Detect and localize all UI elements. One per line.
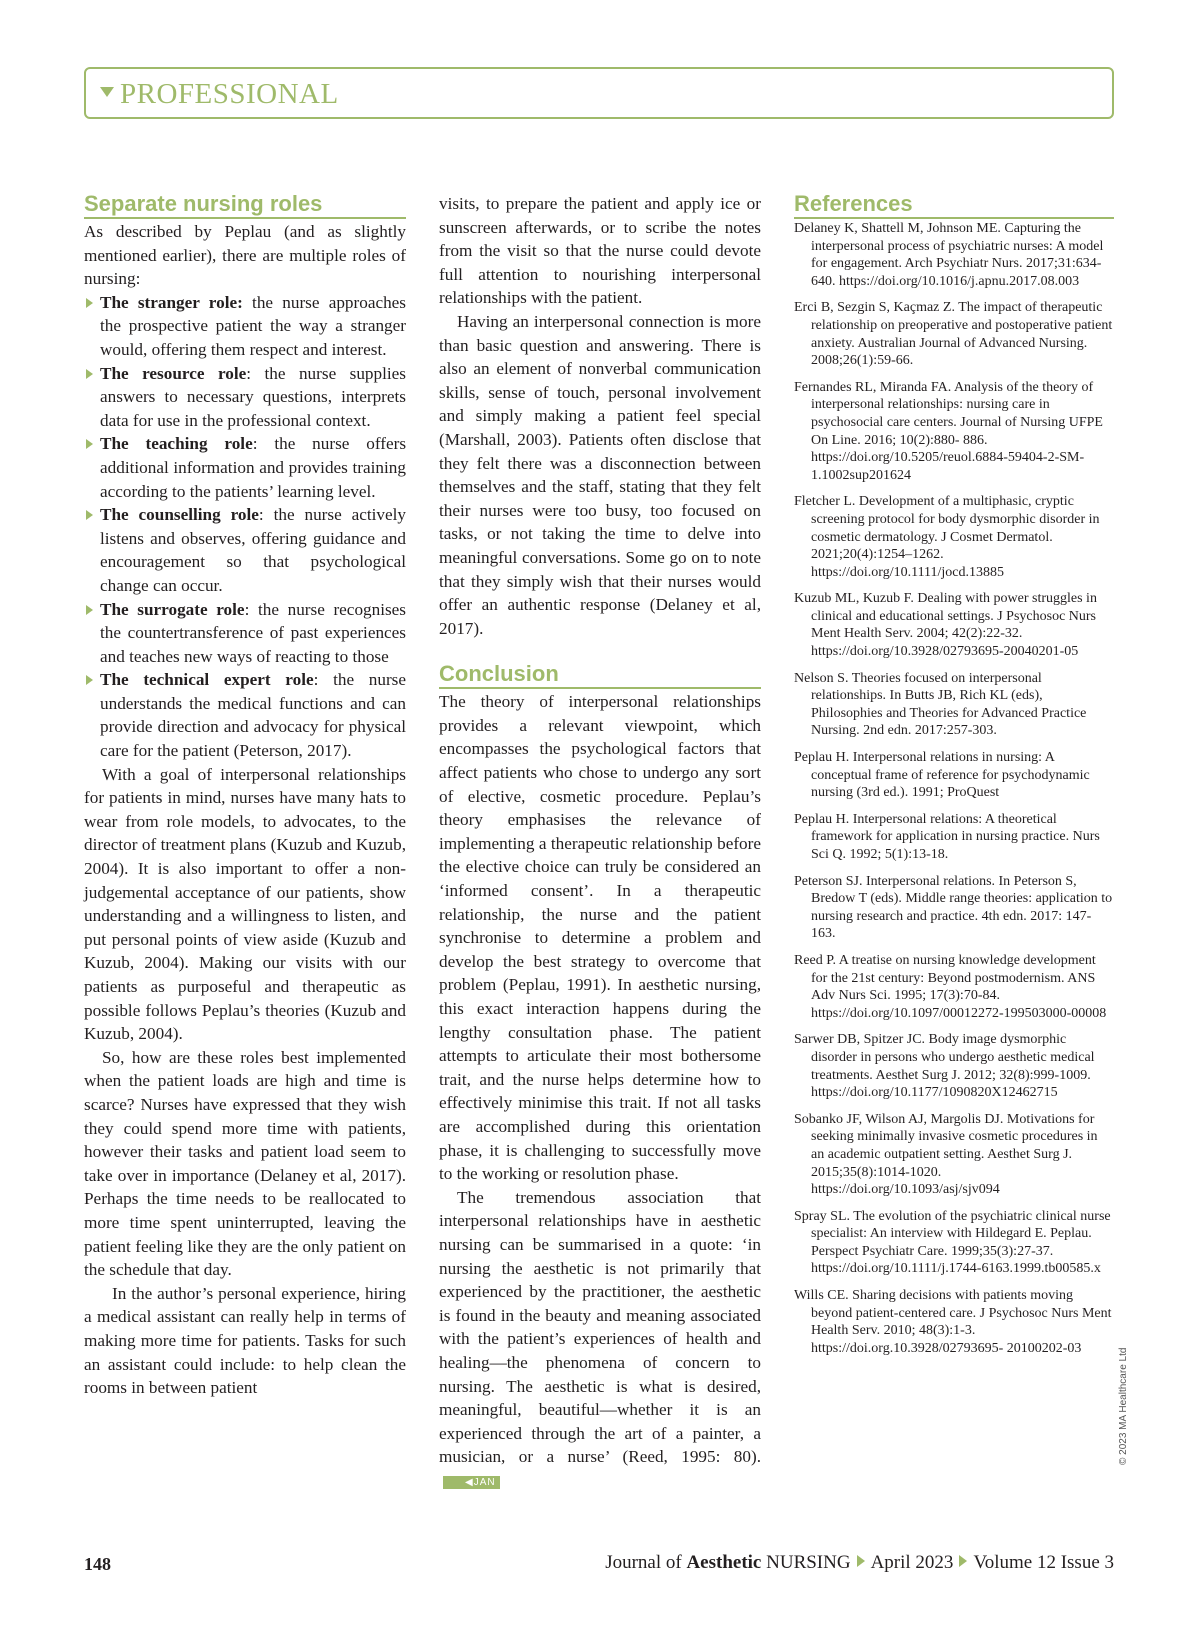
column-2 [439, 192, 761, 1492]
intro-paragraph: As described by Peplau (and as slightly mentioned earlier), there are multiple roles of nursing: [84, 222, 406, 289]
heading-references: References [794, 192, 1114, 219]
role-name: The counselling role [100, 505, 259, 525]
role-name: The teaching role [100, 434, 253, 454]
journal-prefix: Journal of [605, 1552, 687, 1573]
page-number: 148 [84, 1554, 111, 1574]
reference-item: Spray SL. The evolution of the psychiatric clinical nurse specialist: An interview with Hildegard E. Peplau. Perspect Psychiatr Care. 1999;35(3):27-37. https://doi.org/10.1111/j.1744-6163.1999.tb00585.x [794, 1208, 1111, 1277]
role-name: The resource role [100, 363, 247, 383]
section-label: PROFESSIONAL [120, 78, 339, 110]
paragraph-theory: The theory of interpersonal relationships provides a relevant viewpoint, which encompasses the psychological factors that affect patients who chose to undergo any sort of elective, cosmetic procedure. Peplau’s theory emphasises the relevance of implementing a therapeutic relationship before the elective choice can truly be considered an ‘informed consent’. In a therapeutic relationship, the nurse and the patient synchronise to determine a problem and develop the best strategy to overcome that problem (Peplau, 1991). In aesthetic nursing, this exact interaction happens during the lengthy consultation phase. The patient attempts to articulate their most bothersome trait, and the nurse helps determine how to effectively minimise this trait. If not all tasks are accomplished during this orientation phase, it is challenging to successfully move to the working or resolution phase. [439, 692, 761, 1184]
list-item [84, 503, 406, 597]
reference-item: Peterson SJ. Interpersonal relations. In Peterson S, Bredow T (eds). Middle range theories: application to nursing research and practice. 4th edn. 2017: 147-163. [794, 873, 1113, 942]
column-1 [84, 192, 406, 1400]
column-3 [794, 192, 1114, 1366]
issue-date: April 2023 [870, 1552, 954, 1573]
role-text: the nurse approaches the prospective patient the way a stranger would, offering them respect and interest. [100, 292, 406, 359]
triangle-bullet-icon [86, 675, 93, 685]
heading-separate-nursing-roles: Separate nursing roles [84, 192, 406, 219]
role-text: : the nurse actively listens and observes, offering guidance and encouragement so that psychological change can occur. [100, 505, 406, 595]
reference-item: Nelson S. Theories focused on interpersonal relationships. In Butts JB, Rich KL (eds), Philosophies and Theories for Advanced Practice Nursing. 2nd edn. 2017:257-303. [794, 670, 1087, 739]
role-name: The technical expert role [100, 670, 314, 690]
reference-item: Fletcher L. Development of a multiphasic, cryptic screening protocol for body dysmorphic disorder in cosmetic dermatology. J Cosmet Dermatol. 2021;20(4):1254–1262. https://doi.org/10.1111/jocd.13885 [794, 494, 1100, 580]
volume-issue: Volume 12 Issue 3 [973, 1552, 1114, 1573]
reference-item: Sobanko JF, Wilson AJ, Margolis DJ. Motivations for seeking minimally invasive cosmetic procedures in an academic outpatient setting. Aesthet Surg J. 2015;35(8):1014-1020. https://doi.org/10.1093/asj/sjv094 [794, 1111, 1098, 1198]
list-item [84, 362, 406, 433]
triangle-right-icon [959, 1555, 967, 1567]
end-of-article-mark: ◀JAN [443, 1476, 500, 1489]
paragraph-quote [439, 1186, 761, 1493]
paragraph-hats: With a goal of interpersonal relationships for patients in mind, nurses have many hats to wear from role models, to advocates, to the director of treatment plans (Kuzub and Kuzub, 2004). It is also important to offer a non-judgemental acceptance of our patients, show understanding and a willingness to listen, and put personal points of view aside (Kuzub and Kuzub, 2004). Making our visits with our patients as purposeful and therapeutic as possible follows Peplau’s theories (Kuzub and Kuzub, 2004). [84, 764, 406, 1044]
reference-item: Wills CE. Sharing decisions with patients moving beyond patient-centered care. J Psychosoc Nurs Ment Health Serv. 2010; 48(3):1-3. https://doi.org.10.3928/02793695- 20100202-03 [794, 1288, 1112, 1356]
reference-item: Peplau H. Interpersonal relations: A theoretical framework for application in nursing practice. Nurs Sci Q. 1992; 5(1):13-18. [794, 811, 1100, 862]
role-text: : the nurse supplies answers to necessary questions, interprets data for use in the professional context. [100, 363, 406, 430]
reference-item: Delaney K, Shattell M, Johnson ME. Capturing the interpersonal process of psychiatric nurses: A model for engagement. Arch Psychiatr Nurs. 2017;31:634-640. https://doi.org/10.1016/j.apnu.2017.08.003 [794, 221, 1104, 289]
heading-conclusion: Conclusion [439, 662, 761, 689]
list-item [84, 598, 406, 669]
triangle-bullet-icon [86, 298, 93, 308]
paragraph-roles-implemented: So, how are these roles best implemented when the patient loads are high and time is scarce? Nurses have expressed that they wish they could spend more time with patients, however their tasks and patient load seem to take over in importance (Delaney et al, 2017). Perhaps the time needs to be reallocated to more time spent uninterrupted, leaving the patient feeling like they are the only patient on the schedule that day. [84, 1047, 406, 1280]
reference-item: Fernandes RL, Miranda FA. Analysis of the theory of interpersonal relationships: nursing care in psychosocial care centers. Journal of Nursing UFPE On Line. 2016; 10(2):880- 886. https://doi.org/10.5205/reuol.6884-59404-2-SM-1.1002sup201624 [794, 379, 1103, 483]
reference-item: Kuzub ML, Kuzub F. Dealing with power struggles in clinical and educational settings. J Psychosoc Nurs Ment Health Serv. 2004; 42(2):22-32. https://doi.org/10.3928/02793695-20040201-05 [794, 591, 1097, 660]
paragraph-author-experience: In the author’s personal experience, hiring a medical assistant can really help in terms of making more time for patients. Tasks for such an assistant could include: to help clean the rooms in between patient [84, 1283, 406, 1398]
role-text: : the nurse understands the medical functions and can provide direction and advocacy for physical care for the patient (Peterson, 2017). [100, 670, 406, 761]
role-name: The surrogate role [100, 599, 245, 619]
paragraph-continued: visits, to prepare the patient and apply ice or sunscreen afterwards, or to scribe the notes from the visit so that the nurse could devote full attention to nourishing interpersonal relationships with the patient. [439, 194, 761, 308]
list-item [84, 668, 406, 762]
reference-item: Erci B, Sezgin S, Kaçmaz Z. The impact of therapeutic relationship on preoperative and postoperative patient anxiety. Australian Journal of Advanced Nursing. 2008;26(1):59-66. [794, 300, 1113, 369]
references-list [794, 220, 1114, 1357]
journal-footer [605, 1552, 1114, 1574]
quote-text: The tremendous association that interpersonal relationships have in aesthetic nursing can be summarised in a quote: ‘in nursing the aesthetic is not primarily that experienced by the practitioner, the aesthetic is found in the beauty and meaning associated with the patient’s experiences of health and healing—the phenomena of concern to nursing. The aesthetic is what is desired, meaningful, beautiful—whether it is an experienced through the art of a painter, a musician, or a nurse’ (Reed, 1995: 80). [439, 1187, 761, 1467]
triangle-bullet-icon [86, 510, 93, 520]
list-item [84, 432, 406, 503]
role-text: : the nurse offers additional information and provides training according to the patients’ learning level. [100, 434, 407, 501]
triangle-bullet-icon [86, 439, 93, 449]
triangle-bullet-icon [86, 605, 93, 615]
journal-suffix: NURSING [761, 1552, 851, 1573]
roles-list [84, 291, 406, 763]
role-text: : the nurse recognises the countertransference of past experiences and teaches new ways of reacting to those [100, 599, 407, 666]
reference-item: Sarwer DB, Spitzer JC. Body image dysmorphic disorder in persons who undergo aesthetic medical treatments. Aesthet Surg J. 2012; 32(8):999-1009. https://doi.org/10.1177/1090820X12462715 [794, 1032, 1095, 1101]
triangle-right-icon [857, 1555, 865, 1567]
reference-item: Peplau H. Interpersonal relations in nursing: A conceptual frame of reference for psychodynamic nursing (3rd ed.). 1991; ProQuest [794, 750, 1090, 801]
copyright-text: © 2023 MA Healthcare Ltd [1118, 1347, 1129, 1465]
triangle-down-icon [100, 87, 114, 97]
journal-bold: Aesthetic [686, 1552, 762, 1573]
list-item [84, 291, 406, 362]
role-name: The stranger role: [100, 292, 243, 312]
triangle-bullet-icon [86, 369, 93, 379]
reference-item: Reed P. A treatise on nursing knowledge development for the 21st century: Beyond postmodernism. ANS Adv Nurs Sci. 1995; 17(3):70-84. https://doi.org/10.1097/00012272-199503000-00008 [794, 952, 1107, 1021]
section-header [84, 67, 1114, 119]
paragraph-interpersonal-connection: Having an interpersonal connection is more than basic question and answering. There is also an element of nonverbal communication skills, sense of touch, personal involvement and simply making a patient feel special (Marshall, 2003). Patients often disclose that they felt there was a disconnection between themselves and the staff, stating that they felt their nurses were too busy, too focused on tasks, or not taking the time to delve into meaningful conversations. Some go on to note that they simply wish that their nurses would offer an authentic response (Delaney et al, 2017). [439, 311, 761, 638]
